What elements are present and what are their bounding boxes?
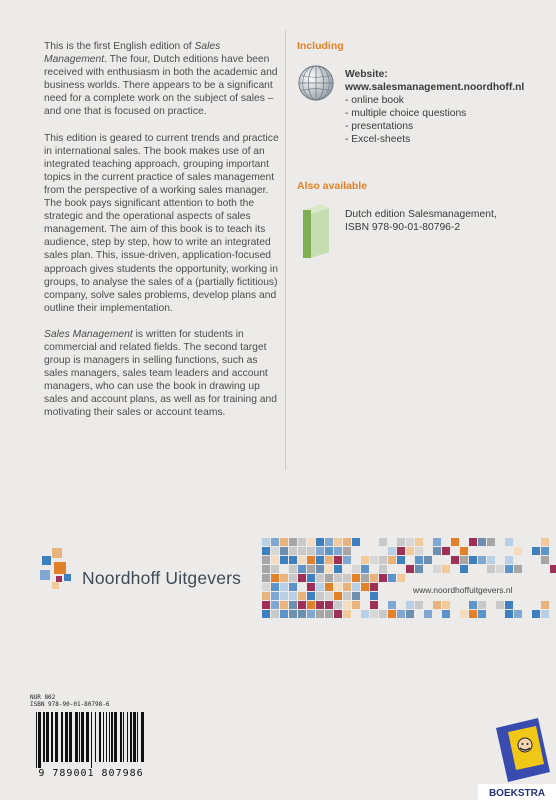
nur-code: NUR 802: [30, 694, 56, 701]
publisher-url[interactable]: www.noordhoffuitgevers.nl: [410, 584, 516, 596]
paragraph-audience: Sales Management is written for students in commercial and related fields. The second target group is managers in selling functions, such as sales managers, sales team leaders and account managers, who can use the book in drawing up sales and account plans, as well as for training and motivating their sales or account teams.: [44, 328, 277, 419]
sticker-label: BOEKSTRA: [488, 788, 546, 799]
dutch-edition-info: Dutch edition Salesmanagement, ISBN 978-90-01-80796-2: [345, 209, 497, 233]
also-available-heading: Also available: [297, 180, 368, 192]
barcode-number: 9 789001 807986: [38, 768, 144, 779]
feature-item: - Excel-sheets: [345, 134, 411, 145]
description-text: [44, 40, 284, 433]
mosaic-pattern: [262, 538, 556, 618]
sidebar-info: [297, 40, 547, 233]
paragraph-intro: This is the first English edition of Sales Management. The four, Dutch editions have been received with enthusiasm in both the academic and business worlds. There appears to be a significant need for a complete work on the subject of sales – and one that is focused on practice.: [44, 41, 278, 118]
globe-icon: [297, 64, 335, 102]
feature-item: - multiple choice questions: [345, 108, 467, 119]
website-block: [345, 68, 555, 146]
website-url[interactable]: www.salesmanagement.noordhoff.nl: [345, 82, 525, 93]
barcode: [32, 712, 150, 768]
barcode-block: [30, 694, 152, 786]
paragraph-edition: This edition is geared to current trends and practice in international sales. The book makes use of an integrated teaching approach, grouping important topics in the current practice of sales management from the perspective of a working sales manager. The book pays significant attention to both the strategic and the operational aspects of sales management. The aim of this book is to teach its audience, step by step, how to write an integrated sales plan. This, issue-driven, application-focused approach gives students the opportunity, working in groups, to analyse the sales of a (partially fictitious) company, solve sales problems, develop plans and outline their implementation.: [44, 132, 279, 314]
publisher-logo: [36, 548, 76, 592]
feature-item: - online book: [345, 95, 404, 106]
website-label: Website:: [345, 69, 388, 80]
including-heading: Including: [297, 40, 344, 52]
publisher-name: Noordhoff Uitgevers: [82, 568, 242, 588]
feature-item: - presentations: [345, 121, 414, 132]
column-divider: [285, 30, 286, 470]
isbn-code: ISBN 978-90-01-80798-6: [30, 701, 110, 708]
book-icon: [303, 204, 329, 258]
bokstra-sticker: [478, 718, 556, 800]
